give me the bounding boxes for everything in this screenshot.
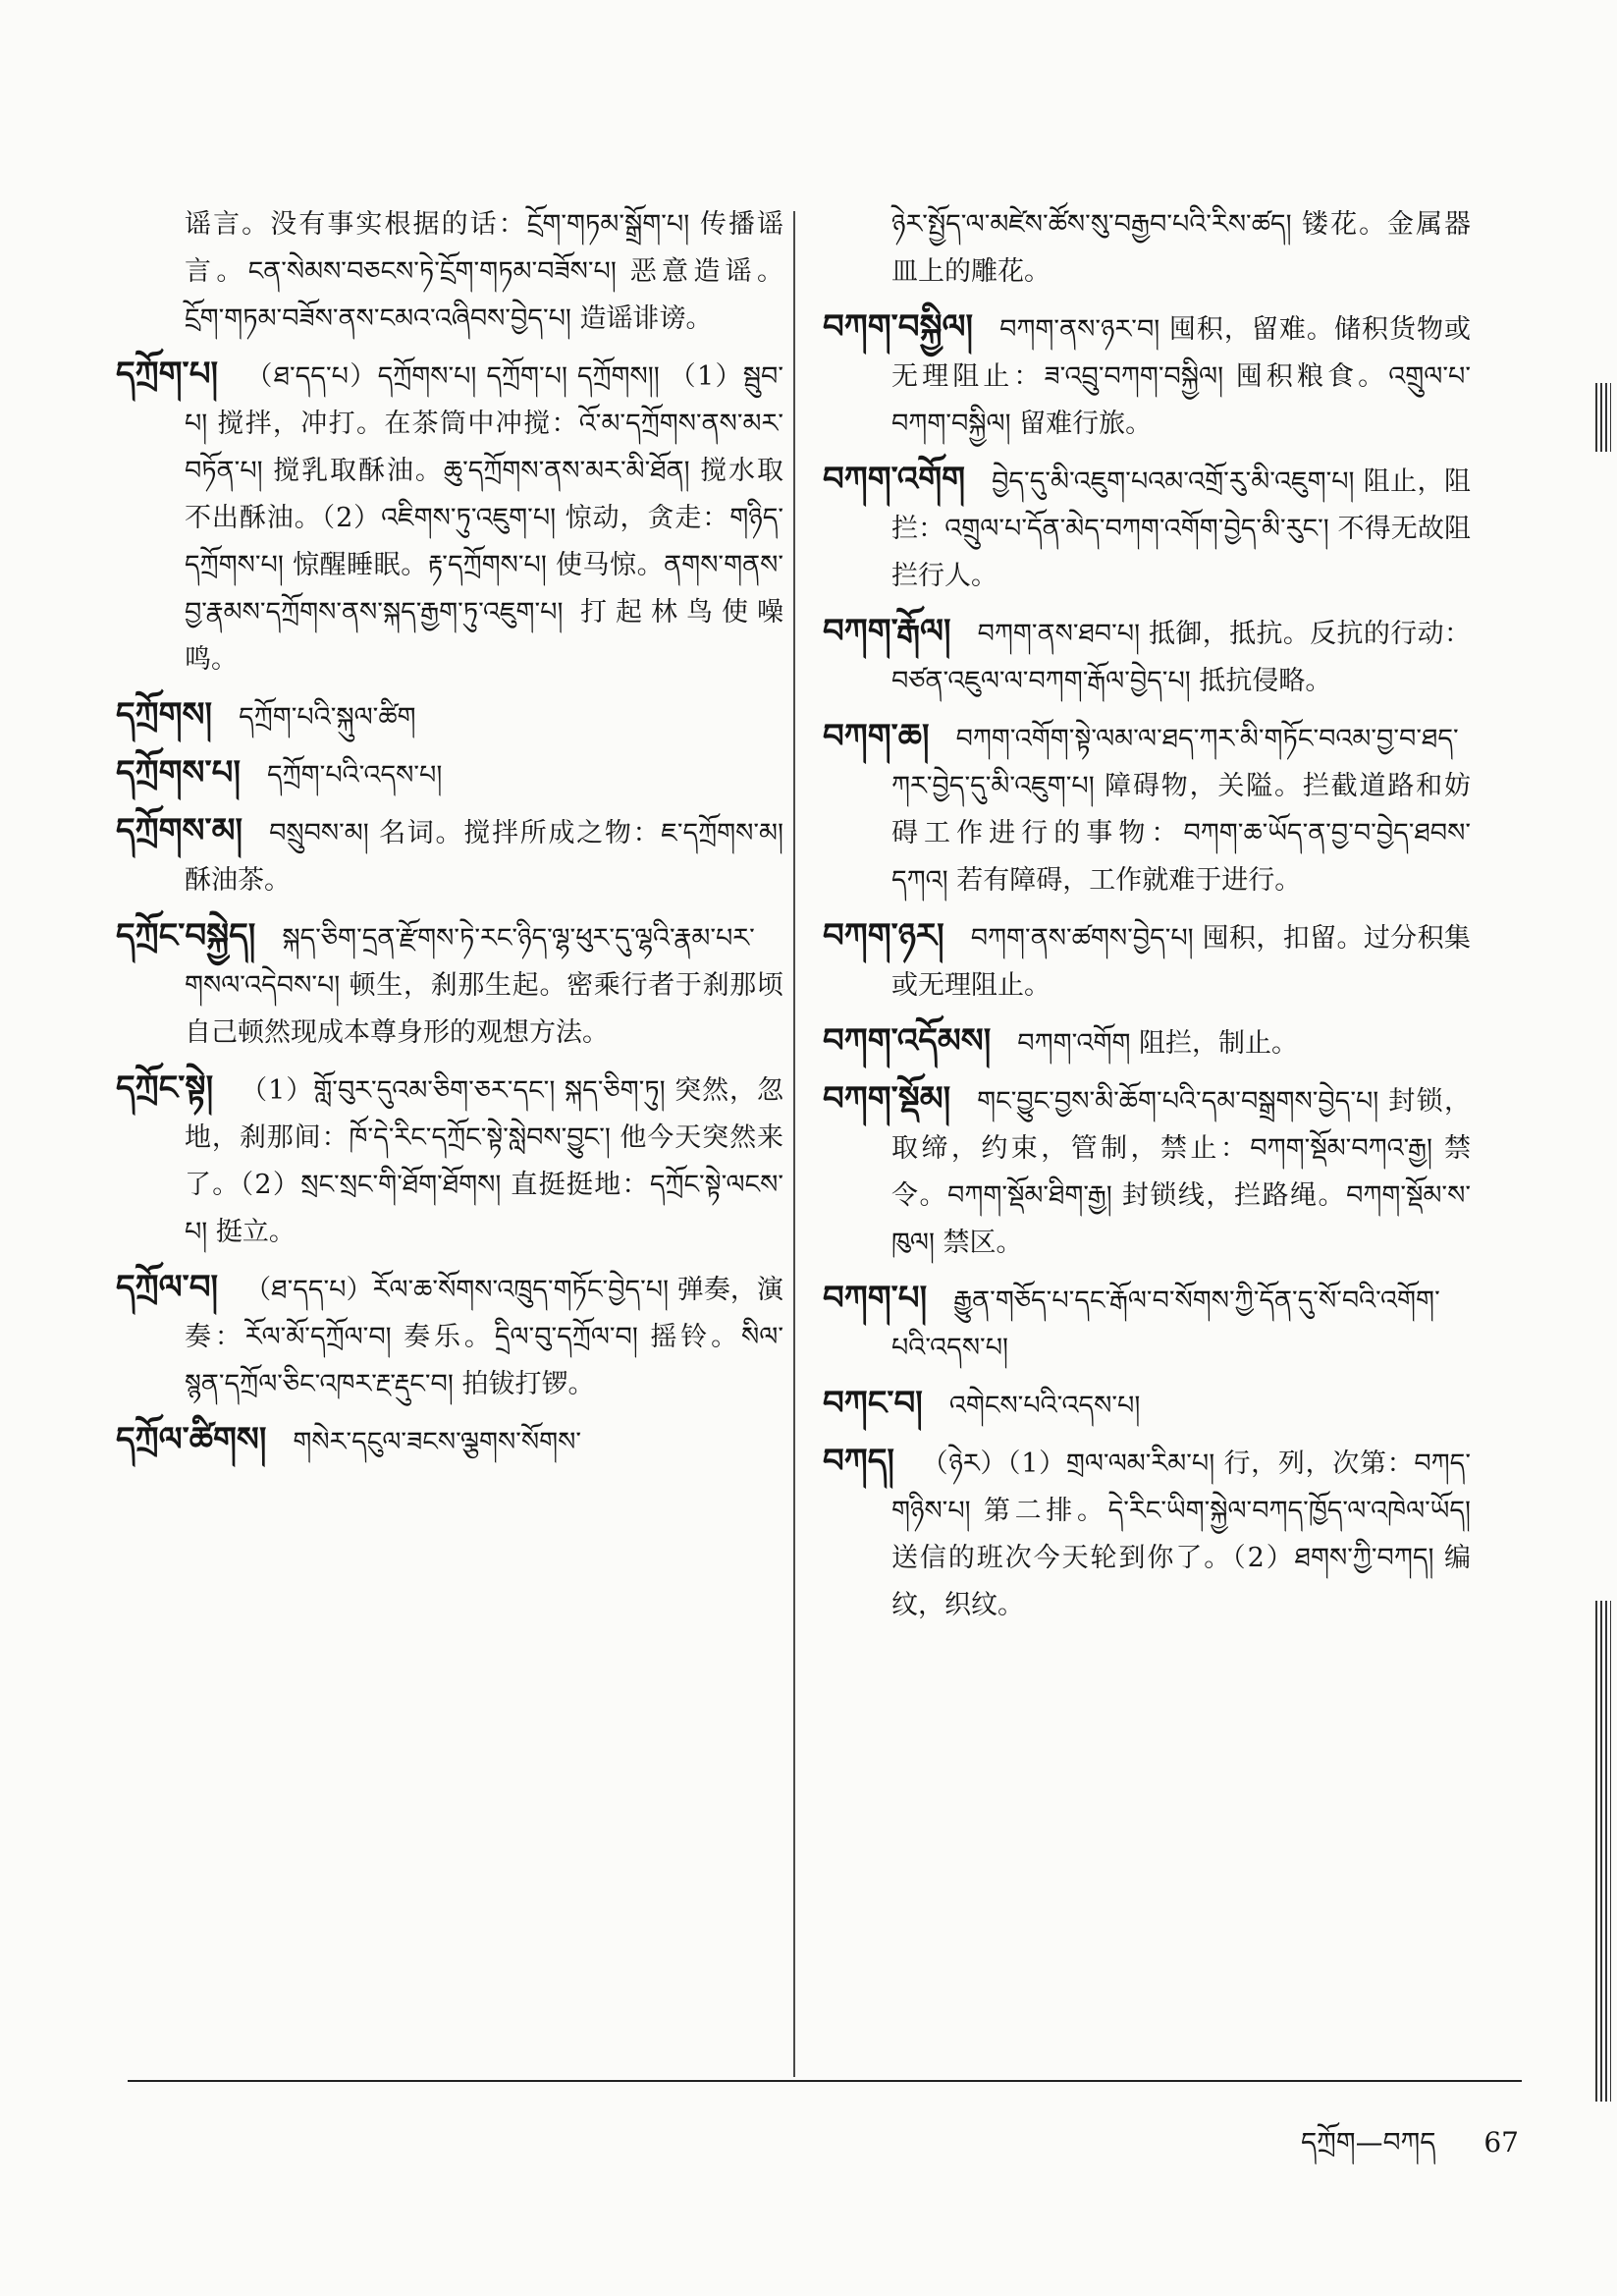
entry-definition: བཀག་ནས་ཉར་བ། 囤积，留难。储积货物或无理阻止：ཟ་འབྲུ་བཀག་བསྐྱིལ། 囤积粮食。འགྲུལ་པ་བཀག་བསྐྱིལ། 留难行旅。	[891, 314, 1471, 439]
entry-headword: བཀག་པ།	[823, 1279, 928, 1318]
dictionary-entry	[116, 807, 783, 904]
entry-definition: བཀག་འགོག་སྟེ་ལམ་ལ་ཐད་ཀར་མི་གཏོང་བའམ་བྱ་བ་ཐད་ཀར་བྱེད་དུ་མི་འཇུག་པ། 障碍物，关隘。拦截道路和妨碍工作进行的事物：བཀག་ཆ་ཡོད་ན་བྱ་བ་བྱེད་ཐབས་དཀའ། 若有障碍，工作就难于进行。	[891, 724, 1471, 896]
entry-headword: དཀྲོང་སྟེ།	[116, 1068, 214, 1108]
entry-headword: བཀག་བསྐྱིལ།	[823, 307, 974, 347]
entry-definition: གང་བྱུང་བྱས་མི་ཆོག་པའི་དམ་བསྒྲགས་བྱེད་པ། 封锁，取缔，约束，管制，禁止：བཀག་སྡོམ་བཀའ་རྒྱ། 禁令。བཀག་སྡོམ་ཐིག་རྒྱ། 封锁线，拦路绳。བཀག་སྡོམ་ས་ཁུལ། 禁区。	[891, 1086, 1471, 1258]
dictionary-entry	[823, 713, 1471, 904]
dictionary-entry	[823, 1275, 1471, 1372]
column-divider	[793, 211, 795, 2077]
dictionary-entry	[116, 749, 783, 799]
entry-definition: བསྲུབས་མ། 名词。搅拌所成之物：ཇ་དཀྲོགས་མ། 酥油茶。	[185, 818, 783, 896]
page-number: 67	[1483, 2126, 1519, 2159]
entry-definition: སྐད་ཅིག་དྲན་རྫོགས་ཏེ་རང་ཉིད་ལྷ་ཕུར་དུ་ལྷའི་རྣམ་པར་གསལ་འདེབས་པ། 顿生，刹那生起。密乘行者于刹那顷自己顿然现成本尊身形的观想方法。	[185, 923, 783, 1048]
entry-headword: བཀག་འགོག	[823, 460, 966, 499]
entry-headword: དཀྲོགས་པ།	[116, 753, 241, 793]
entry-definition: 谣言。没有事实根据的话：ངྲོག་གཏམ་སྒྲོག་པ། 传播谣言。ངན་སེམས་བཅངས་ཏེ་ངྲོག་གཏམ་བཟོས་པ། 恶意造谣。ངྲོག་གཏམ་བཟོས་ནས་ངམའ་འཞིབས་བྱེད་པ། 造谣诽谤。	[185, 209, 783, 334]
entry-headword: བཀག་ཆ།	[823, 717, 930, 756]
entry-definition: དཀྲོག་པའི་སྐུལ་ཚིག	[239, 702, 416, 733]
entry-range: དཀྲོག—བཀད	[1300, 2126, 1436, 2159]
dictionary-entry	[116, 1264, 783, 1408]
dictionary-entry	[116, 1065, 783, 1256]
entry-definition: ཉེར་སྤྱོད་ལ་མཛེས་ཚོས་སུ་བརྒྱབ་པའི་རིས་ཚད། 镂花。金属器皿上的雕花。	[891, 209, 1471, 287]
page-footer	[1301, 2111, 1519, 2189]
dictionary-entry	[116, 1416, 783, 1466]
entry-headword: བཀག་རྒོལ།	[823, 612, 951, 651]
dictionary-entry	[823, 912, 1471, 1010]
entry-continuation	[116, 201, 783, 343]
dictionary-entry	[823, 456, 1471, 600]
dictionary-entry	[823, 608, 1471, 705]
entry-headword: བཀང་བ།	[823, 1384, 923, 1423]
entry-definition: （1）གློ་བུར་དུའམ་ཅིག་ཅར་དང་། སྐད་ཅིག་ཏུ། 突然，忽地，刹那间：ཁོ་དེ་རིང་དཀྲོང་སྟེ་སླེབས་བྱུང་། 他今天突然来了。（2）སྲང་སྲང་གི་ཐོག་ཐོགས། 直挺挺地：དཀྲོང་སྟེ་ལངས་པ། 挺立。	[185, 1075, 783, 1247]
entry-definition: རྒྱུན་གཅོད་པ་དང་རྒོལ་བ་སོགས་ཀྱི་དོན་དུ་སོ་བའི་འགོག་པའི་འདས་པ།	[891, 1285, 1440, 1363]
entry-headword: བཀག་འདོམས།	[823, 1021, 992, 1061]
dictionary-entry	[823, 1438, 1471, 1629]
scan-edge-mark	[1595, 1601, 1611, 2102]
entry-headword: བཀད།	[823, 1442, 894, 1481]
dictionary-entry	[116, 912, 783, 1057]
dictionary-entry	[116, 691, 783, 741]
dictionary-entry	[823, 1075, 1471, 1267]
entry-definition: འགེངས་པའི་འདས་པ།	[948, 1391, 1141, 1421]
entry-definition: དཀྲོག་པའི་འདས་པ།	[267, 760, 443, 791]
dictionary-entry	[823, 1380, 1471, 1430]
entry-headword: དཀྲོགས།	[116, 695, 213, 735]
entry-definition: གསེར་དངུལ་ཟངས་ལྕགས་སོགས་	[293, 1427, 582, 1457]
entry-headword: དཀྲོགས་མ།	[116, 811, 243, 850]
entry-headword: བཀག་སྡོམ།	[823, 1079, 951, 1119]
entry-continuation	[823, 201, 1471, 296]
entry-headword: བཀག་ཉར།	[823, 916, 944, 956]
dictionary-entry	[116, 351, 783, 683]
entry-definition: （ཐ་དད་པ）རོལ་ཆ་སོགས་འཁྲུད་གཏོང་བྱེད་པ། 弹奏，演奏：རོལ་མོ་དཀྲོལ་བ། 奏乐。དྲིལ་བུ་དཀྲོལ་བ། 摇铃。སིལ་སྙན་དཀྲོལ་ཅིང་འཁར་རྔ་རྡུང་བ། 拍钹打锣。	[185, 1275, 783, 1399]
scan-edge-mark	[1595, 383, 1611, 452]
entry-definition: བཀག་ནས་ཐབ་པ། 抵御，抵抗。反抗的行动：བཙན་འཇུལ་ལ་བཀག་རྒོལ་བྱེད་པ། 抵抗侵略。	[891, 619, 1471, 696]
entry-definition: བྱེད་དུ་མི་འཇུག་པའམ་འགྲོ་རུ་མི་འཇུག་པ། 阻止，阻拦：འགྲུལ་པ་དོན་མེད་བཀག་འགོག་བྱེད་མི་རུང་། 不得无故阻拦行人。	[891, 466, 1471, 591]
entry-headword: དཀྲོལ་ཚིགས།	[116, 1420, 267, 1459]
entry-headword: དཀྲོག་པ།	[116, 355, 219, 394]
entry-headword: དཀྲོལ་བ།	[116, 1268, 219, 1307]
footer-rule	[128, 2080, 1522, 2082]
dictionary-entry	[823, 303, 1471, 448]
entry-definition: བཀག་འགོག 阻拦，制止。	[1017, 1028, 1299, 1059]
entry-headword: དཀྲོང་བསྐྱེད།	[116, 916, 256, 956]
entry-definition: （ཐ་དད་པ）དཀྲོགས་པ། དཀྲོག་པ། དཀྲོགས།། （1）སྦུབ་པ། 搅拌，冲打。在茶筒中冲搅：འོ་མ་དཀྲོགས་ནས་མར་བཏོན་པ། 搅乳取酥油。ཆུ་དཀྲོགས་ནས་མར་མི་ཐོན། 搅水取不出酥油。（2）འཇིགས་ཏུ་འཇུག་པ། 惊动，贪走：གཉིད་དཀྲོགས་པ། 惊醒睡眠。རྟ་དཀྲོགས་པ། 使马惊。ནགས་གནས་བྱ་རྣམས་དཀྲོགས་ནས་སྐད་རྒྱག་ཏུ་འཇུག་པ། 打起林鸟使噪鸣。	[185, 361, 783, 675]
entry-definition: བཀག་ནས་ཚགས་བྱེད་པ། 囤积，扣留。过分积集或无理阻止。	[891, 923, 1471, 1001]
entry-definition: （ཉེར）（1）གྲལ་ལམ་རིམ་པ། 行，列，次第：བཀད་གཉིས་པ། 第二排。དེ་རིང་ཡིག་སྐྱེལ་བཀད་ཁྱོད་ལ་འཁེལ་ཡོད། 送信的班次今天轮到你了。（2）ཐགས་ཀྱི་བཀད། 编纹，织纹。	[891, 1449, 1471, 1620]
left-column	[116, 201, 783, 1474]
dictionary-entry	[823, 1017, 1471, 1067]
right-column	[823, 201, 1471, 1637]
